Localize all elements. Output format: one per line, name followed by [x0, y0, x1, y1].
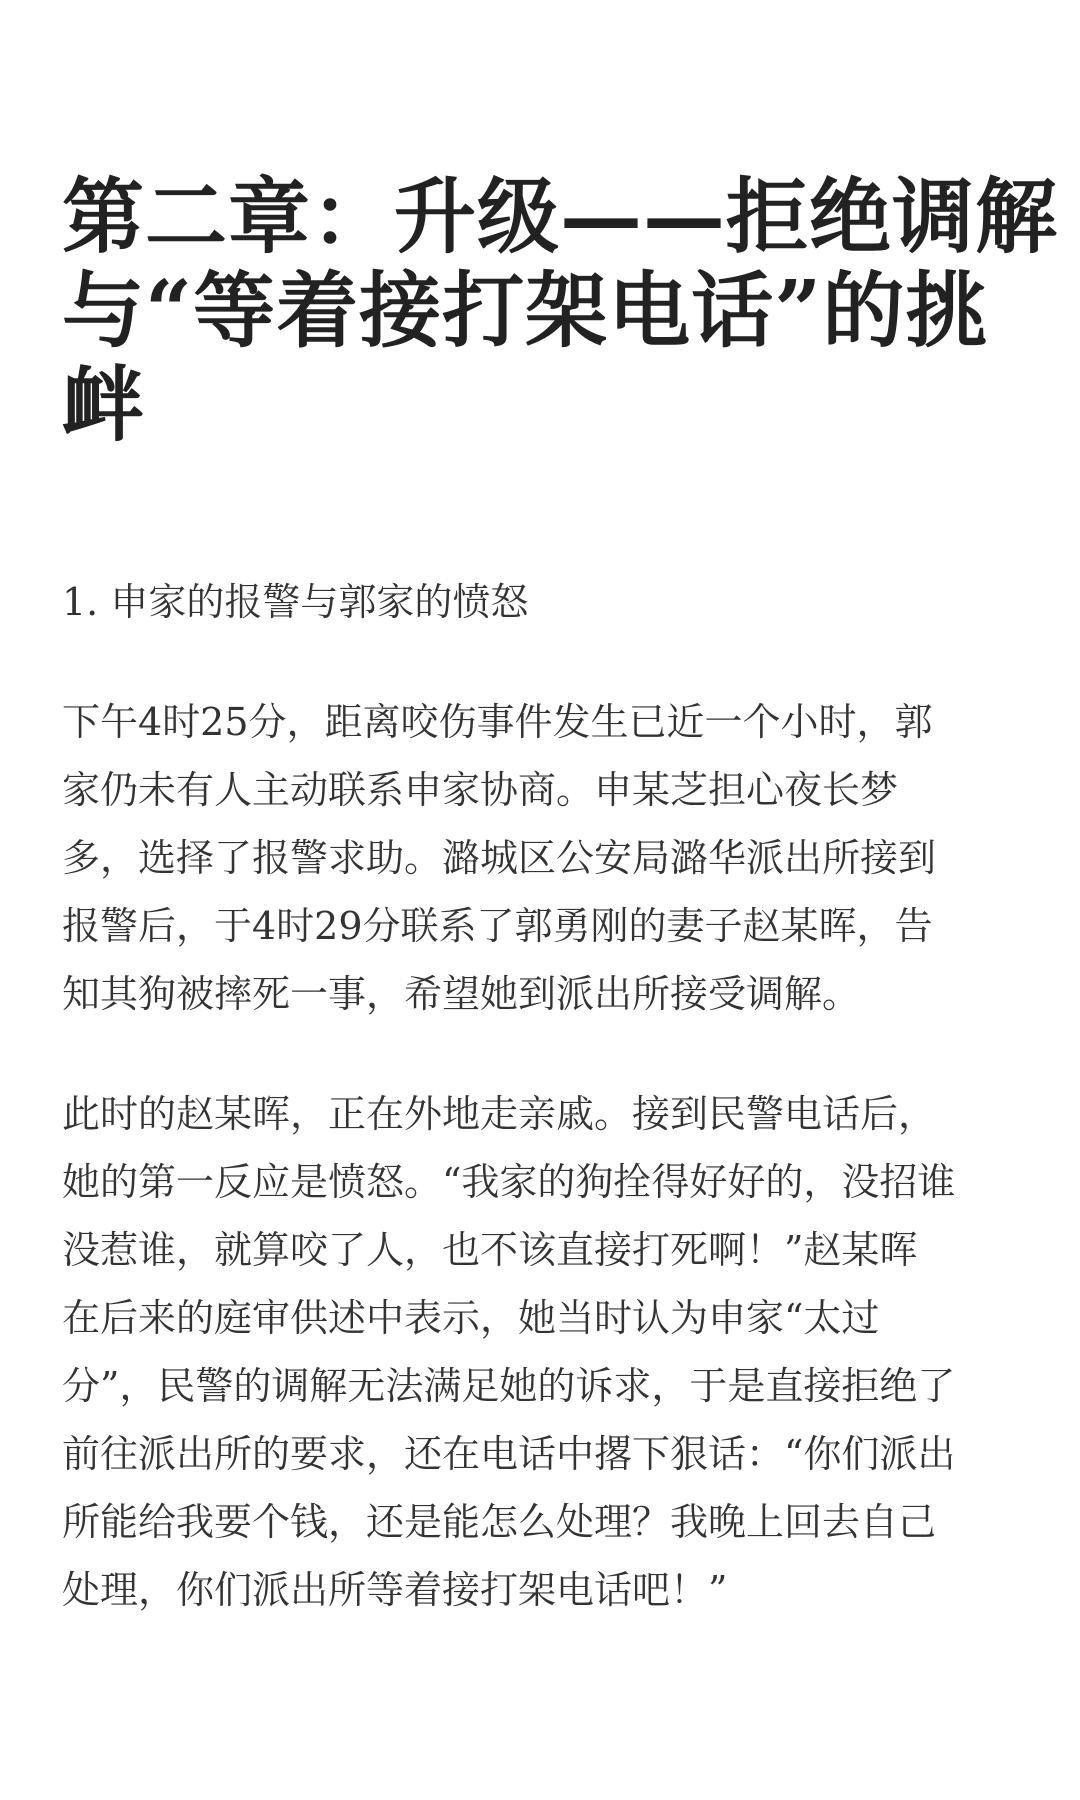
chapter-title-line: 与“等着接打架电话”的挑 — [62, 263, 989, 359]
paragraph-line: 家仍未有人主动联系申家协商。申某芝担心夜长梦 — [62, 768, 899, 812]
paragraph-line: 没惹谁，就算咬了人，也不该直接打死啊！”赵某晖 — [62, 1228, 918, 1272]
section-heading: 1. 申家的报警与郭家的愤怒 — [62, 580, 529, 624]
paragraph — [62, 1080, 1022, 1624]
chapter-title-line: 衅 — [62, 357, 146, 453]
article — [62, 169, 1059, 1612]
paragraph-line: 分”，民警的调解无法满足她的诉求，于是直接拒绝了 — [62, 1364, 956, 1408]
paragraph-line: 知其狗被摔死一事，希望她到派出所接受调解。 — [62, 972, 861, 1016]
paragraph-line: 报警后，于4时29分联系了郭勇刚的妻子赵某晖，告 — [62, 904, 933, 948]
paragraph — [62, 688, 1022, 1028]
chapter-title-line: 第二章：升级——拒绝调解 — [62, 169, 1059, 265]
paragraph-line: 下午4时25分，距离咬伤事件发生已近一个小时，郭 — [62, 700, 933, 744]
chapter-title — [62, 169, 1059, 453]
paragraph-line: 此时的赵某晖，正在外地走亲戚。接到民警电话后， — [62, 1092, 937, 1136]
paragraph-line: 她的第一反应是愤怒。“我家的狗拴得好好的，没招谁 — [62, 1160, 956, 1204]
paragraph-line: 前往派出所的要求，还在电话中撂下狠话：“你们派出 — [62, 1432, 956, 1476]
paragraph-line: 处理，你们派出所等着接打架电话吧！” — [62, 1568, 728, 1612]
paragraph-line: 所能给我要个钱，还是能怎么处理？我晚上回去自己 — [62, 1500, 937, 1544]
paragraph-line: 在后来的庭审供述中表示，她当时认为申家“太过 — [62, 1296, 880, 1340]
paragraph-line: 多，选择了报警求助。潞城区公安局潞华派出所接到 — [62, 836, 937, 880]
